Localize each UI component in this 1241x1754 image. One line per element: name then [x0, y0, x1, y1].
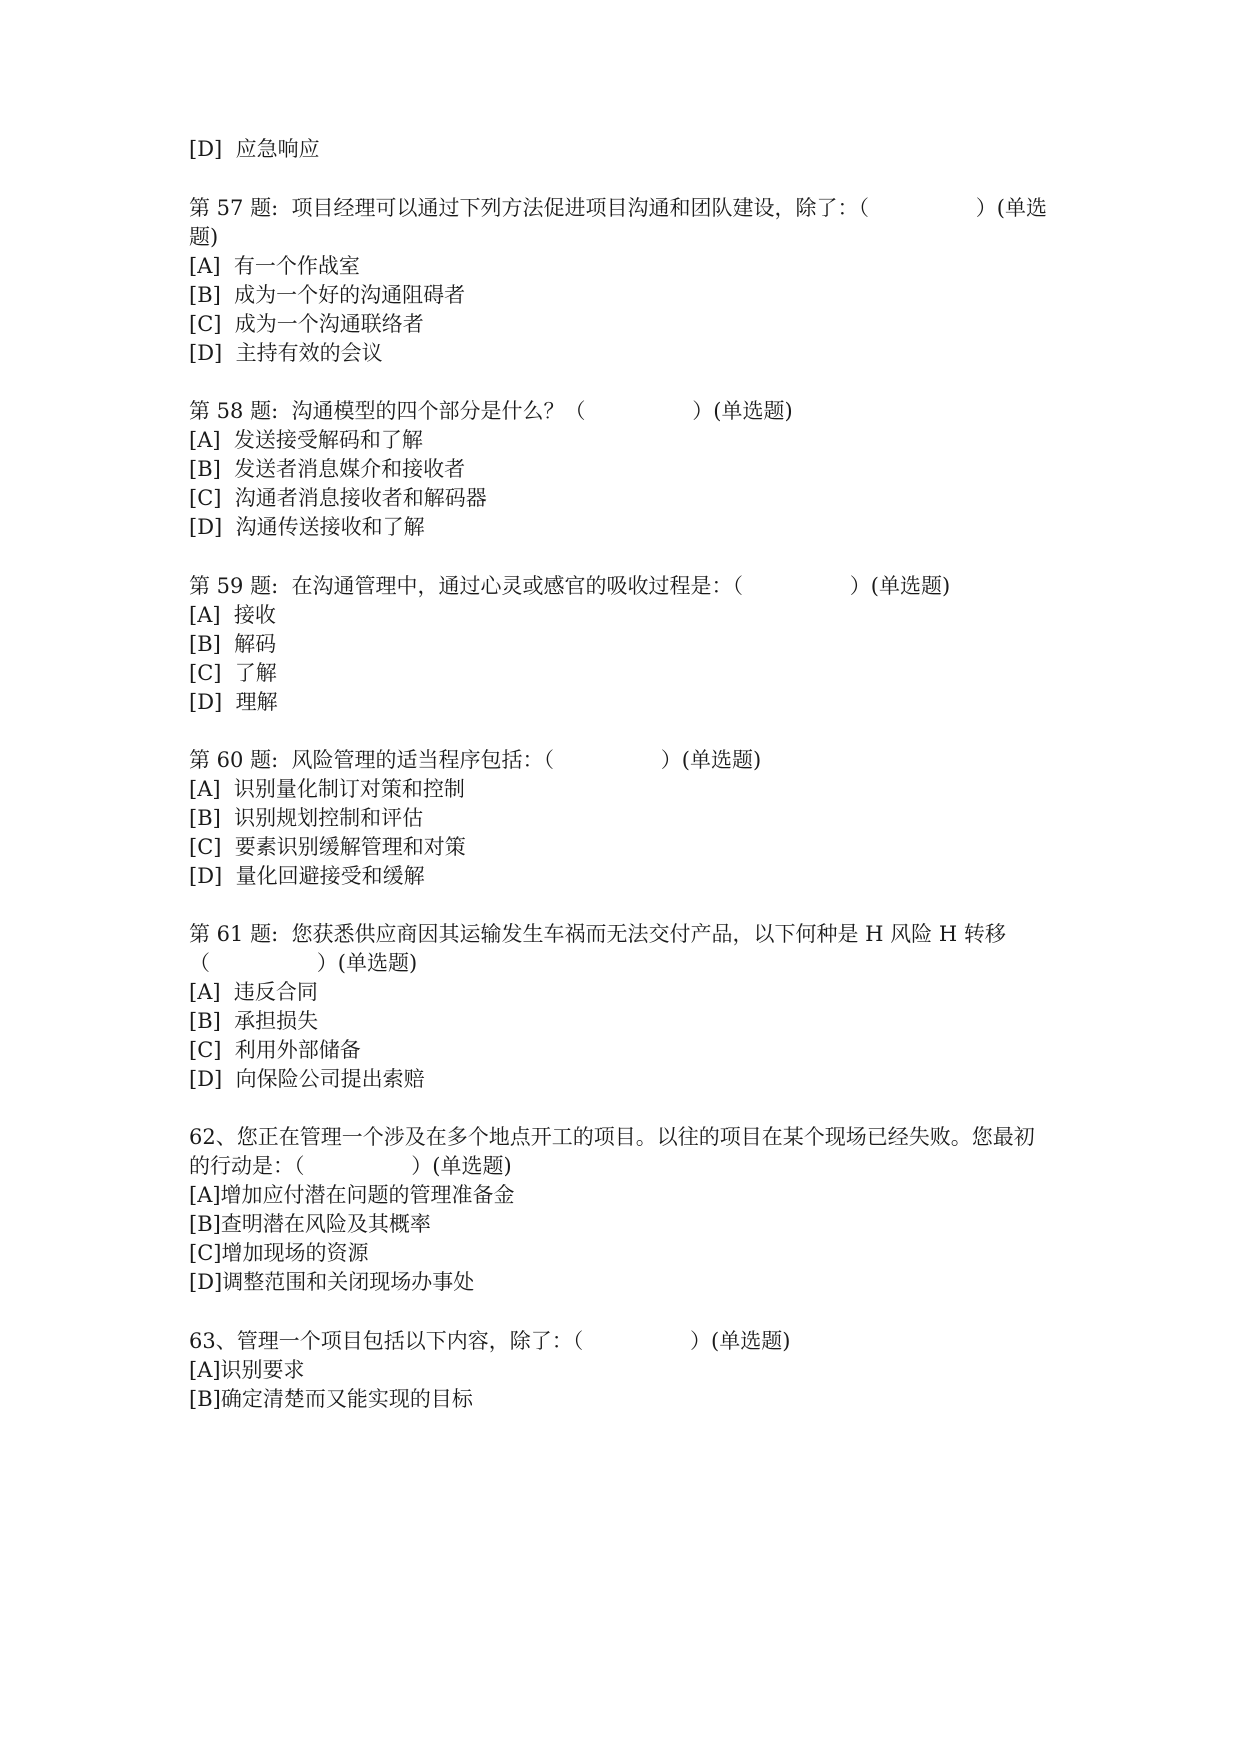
option-a-q60: [A] 识别量化制订对策和控制 [189, 777, 465, 801]
option-d-q61: [D] 向保险公司提出索赔 [189, 1067, 425, 1091]
option-b-q61: [B] 承担损失 [189, 1009, 319, 1033]
option-b-q59: [B] 解码 [189, 632, 277, 656]
option-d-q60: [D] 量化回避接受和缓解 [189, 864, 425, 888]
option-b-q63: [B]确定清楚而又能实现的目标 [189, 1387, 473, 1411]
option-b-q62: [B]查明潜在风险及其概率 [189, 1212, 431, 1236]
question-57: 第 57 题: 项目经理可以通过下列方法促进项目沟通和团队建设，除了：（ ）(单选 [189, 196, 1047, 220]
option-a-q58: [A] 发送接受解码和了解 [189, 428, 423, 452]
option-a-q57: [A] 有一个作战室 [189, 254, 360, 278]
question-62: 62、您正在管理一个涉及在多个地点开工的项目。以往的项目在某个现场已经失败。您最初 [189, 1125, 1035, 1149]
option-c-q58: [C] 沟通者消息接收者和解码器 [189, 486, 487, 510]
option-d-q62: [D]调整范围和关闭现场办事处 [189, 1270, 475, 1294]
option-d-q57: [D] 主持有效的会议 [189, 341, 383, 365]
question-63: 63、管理一个项目包括以下内容，除了：（ ）(单选题) [189, 1329, 791, 1353]
question-57-cont: 题) [189, 225, 219, 249]
question-60: 第 60 题: 风险管理的适当程序包括：（ ）(单选题) [189, 748, 762, 772]
option-c-q59: [C] 了解 [189, 661, 277, 685]
option-b-q60: [B] 识别规划控制和评估 [189, 806, 424, 830]
option-d-q56: [D] 应急响应 [189, 137, 320, 161]
option-c-q61: [C] 利用外部储备 [189, 1038, 361, 1062]
question-61-cont: （ ）(单选题) [189, 951, 418, 975]
option-a-q59: [A] 接收 [189, 603, 276, 627]
question-59: 第 59 题: 在沟通管理中，通过心灵或感官的吸收过程是：（ ）(单选题) [189, 574, 951, 598]
question-62-cont: 的行动是：（ ）(单选题) [189, 1154, 512, 1178]
option-c-q60: [C] 要素识别缓解管理和对策 [189, 835, 466, 859]
option-a-q61: [A] 违反合同 [189, 980, 318, 1004]
option-b-q57: [B] 成为一个好的沟通阻碍者 [189, 283, 466, 307]
question-58: 第 58 题: 沟通模型的四个部分是什么？（ ）(单选题) [189, 399, 793, 423]
option-d-q58: [D] 沟通传送接收和了解 [189, 515, 425, 539]
option-c-q62: [C]增加现场的资源 [189, 1241, 369, 1265]
option-d-q59: [D] 理解 [189, 690, 278, 714]
option-c-q57: [C] 成为一个沟通联络者 [189, 312, 424, 336]
question-61: 第 61 题: 您获悉供应商因其运输发生车祸而无法交付产品，以下何种是 H 风险 H 转移 [189, 922, 1006, 946]
option-a-q63: [A]识别要求 [189, 1358, 305, 1382]
option-a-q62: [A]增加应付潜在问题的管理准备金 [189, 1183, 515, 1207]
option-b-q58: [B] 发送者消息媒介和接收者 [189, 457, 466, 481]
